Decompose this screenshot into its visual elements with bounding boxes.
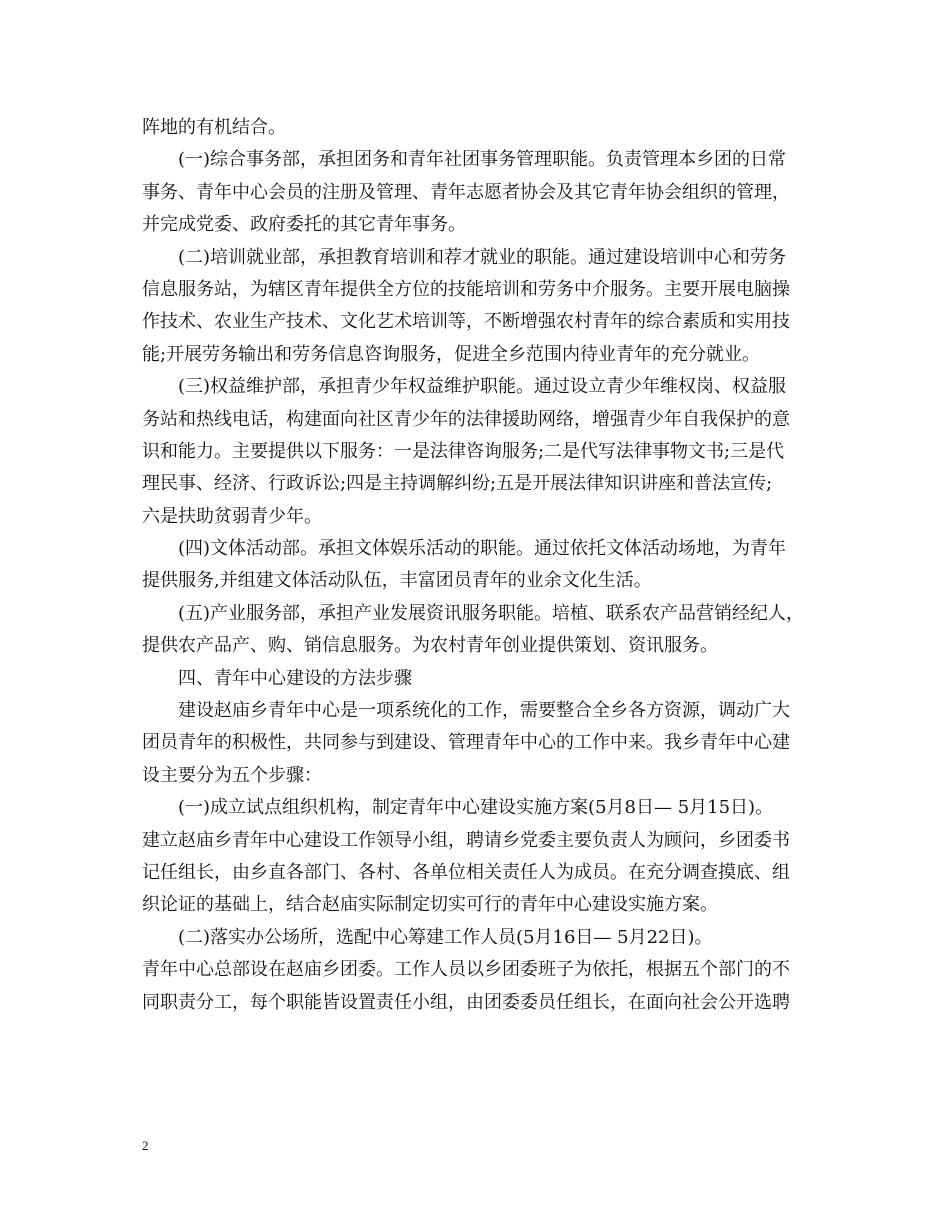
text-line: 同职责分工，每个职能皆设置责任小组，由团委委员任组长，在面向社会公开选聘 [142,991,790,1013]
text-line: (一)综合事务部，承担团务和青年社团事务管理职能。负责管理本乡团的日常 [178,149,787,171]
text-line: 能;开展劳务输出和劳务信息咨询服务，促进全乡范围内待业青年的充分就业。 [142,343,761,365]
text-line: 识和能力。主要提供以下服务：一是法律咨询服务;二是代写法律事物文书;三是代 [142,440,785,462]
text-line: 理民事、经济、行政诉讼;四是主持调解纠纷;五是开展法律知识讲座和普法宣传; [142,473,773,495]
text-line: 织论证的基础上，结合赵庙实际制定切实可行的青年中心建设实施方案。 [142,894,718,916]
text-line: 提供服务,并组建文体活动队伍，丰富团员青年的业余文化生活。 [142,570,652,592]
text-line: (一)成立试点组织机构，制定青年中心建设实施方案(5月8日— 5月15日)。 [178,797,774,819]
text-line: (四)文体活动部。承担文体娱乐活动的职能。通过依托文体活动场地，为青年 [178,538,787,560]
text-line: 青年中心总部设在赵庙乡团委。工作人员以乡团委班子为依托，根据五个部门的不 [142,959,790,981]
text-line: 作技术、农业生产技术、文化艺术培训等，不断增强农村青年的综合素质和实用技 [142,311,790,333]
page-number: 2 [142,1138,149,1153]
text-line: 设主要分为五个步骤： [142,764,322,786]
text-line: 六是扶助贫弱青少年。 [142,505,322,527]
text-line: 团员青年的积极性，共同参与到建设、管理青年中心的工作中来。我乡青年中心建 [142,732,790,754]
text-line: 务站和热线电话，构建面向社区青少年的法律援助网络，增强青少年自我保护的意 [142,408,790,430]
text-line: 提供农产品产、购、销信息服务。为农村青年创业提供策划、资讯服务。 [142,635,718,657]
text-line: 事务、青年中心会员的注册及管理、青年志愿者协会及其它青年协会组织的管理， [142,181,790,203]
text-line: (三)权益维护部，承担青少年权益维护职能。通过设立青少年维权岗、权益服 [178,376,787,398]
text-line: 记任组长，由乡直各部门、各村、各单位相关责任人为成员。在充分调查摸底、组 [142,861,790,883]
text-line: 并完成党委、政府委托的其它青年事务。 [142,214,466,236]
text-line: (二)落实办公场所，选配中心筹建工作人员(5月16日— 5月22日)。 [178,926,713,948]
text-line: 四、青年中心建设的方法步骤 [178,667,412,689]
body-text [142,112,832,1019]
text-line: (二)培训就业部，承担教育培训和荐才就业的职能。通过建设培训中心和劳务 [178,246,787,268]
text-line: 信息服务站，为辖区青年提供全方位的技能培训和劳务中介服务。主要开展电脑操 [142,278,790,300]
text-line: 建设赵庙乡青年中心是一项系统化的工作，需要整合全乡各方资源，调动广大 [178,700,790,722]
text-line: 阵地的有机结合。 [142,117,286,138]
text-line: 建立赵庙乡青年中心建设工作领导小组，聘请乡党委主要负责人为顾问，乡团委书 [142,829,790,851]
text-line: (五)产业服务部，承担产业发展资讯服务职能。培植、联系农产品营销经纪人， [178,602,805,624]
